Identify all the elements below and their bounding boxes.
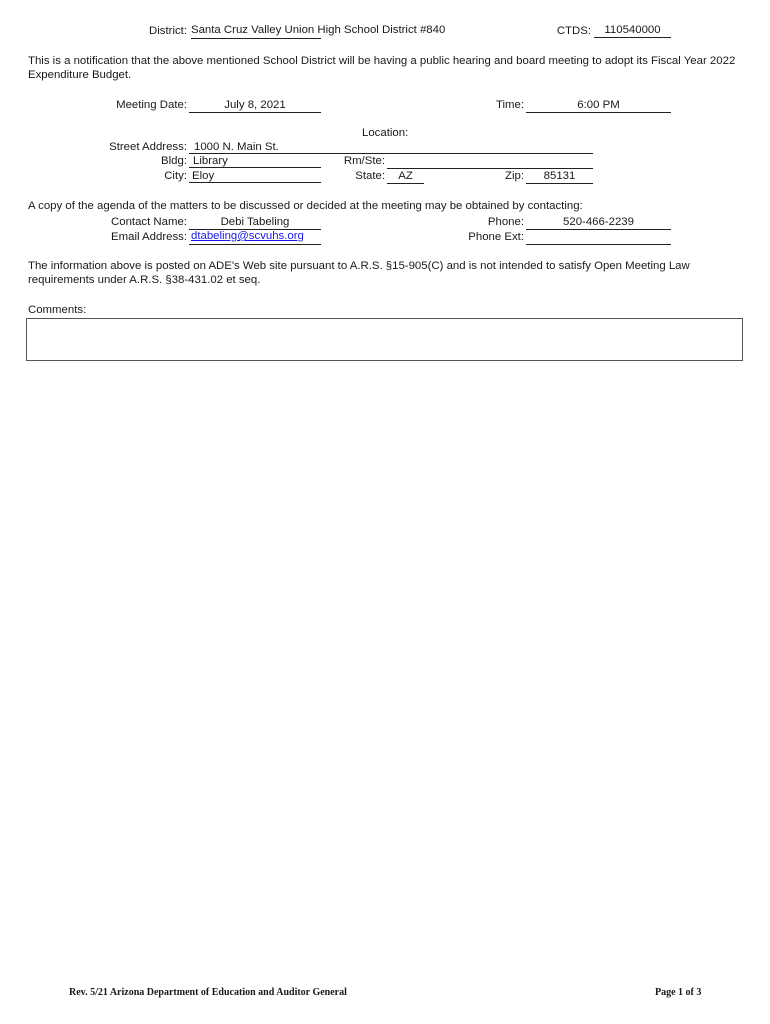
ctds-label: CTDS: (556, 25, 591, 37)
bldg-label: Bldg: (161, 155, 187, 167)
phone-label: Phone: (487, 216, 524, 228)
street-address-label: Street Address: (109, 141, 187, 153)
state-value: AZ (387, 170, 424, 184)
phone-value: 520-466-2239 (526, 216, 671, 230)
comments-box[interactable] (26, 318, 743, 361)
zip-label: Zip: (505, 170, 524, 182)
email-link[interactable]: dtabeling@scvuhs.org (191, 230, 304, 242)
state-label: State: (355, 170, 385, 182)
email-label: Email Address: (111, 231, 187, 243)
district-value: Santa Cruz Valley Union High School District #840 (191, 24, 446, 36)
meeting-time-label: Time: (495, 99, 524, 111)
notice-text: The information above is posted on ADE's Web site pursuant to A.R.S. §15-905(C) and is not intended to satisfy Open Meeting Law requirements under A.R.S. §38-431.02 et seq. (28, 260, 690, 286)
phone-ext-label: Phone Ext: (468, 231, 524, 243)
footer-revision: Rev. 5/21 Arizona Department of Education and Auditor General (69, 987, 347, 998)
contact-name-label: Contact Name: (111, 216, 187, 228)
phone-ext-value (526, 231, 671, 245)
city-value: Eloy (189, 170, 321, 183)
comments-label: Comments: (28, 304, 87, 316)
agenda-text: A copy of the agenda of the matters to be discussed or decided at the meeting may be obtained by contacting: (28, 200, 583, 212)
meeting-date-label: Meeting Date: (116, 99, 187, 111)
city-label: City: (164, 170, 187, 182)
intro-text: This is a notification that the above mentioned School District will be having a public hearing and board meeting to adopt its Fiscal Year 2022 Expenditure Budget. (28, 55, 736, 81)
bldg-value: Library (189, 155, 321, 168)
meeting-time-value: 6:00 PM (526, 99, 671, 113)
street-address-value: 1000 N. Main St. (189, 141, 593, 154)
rmste-label: Rm/Ste: (343, 155, 385, 167)
footer-page-number: Page 1 of 3 (655, 987, 702, 998)
district-label: District: (149, 25, 187, 37)
zip-value: 85131 (526, 170, 593, 184)
rmste-value (387, 155, 593, 169)
ctds-value: 110540000 (594, 24, 671, 38)
contact-name-value: Debi Tabeling (189, 216, 321, 230)
location-heading: Location: (362, 127, 409, 139)
meeting-date-value: July 8, 2021 (189, 99, 321, 113)
